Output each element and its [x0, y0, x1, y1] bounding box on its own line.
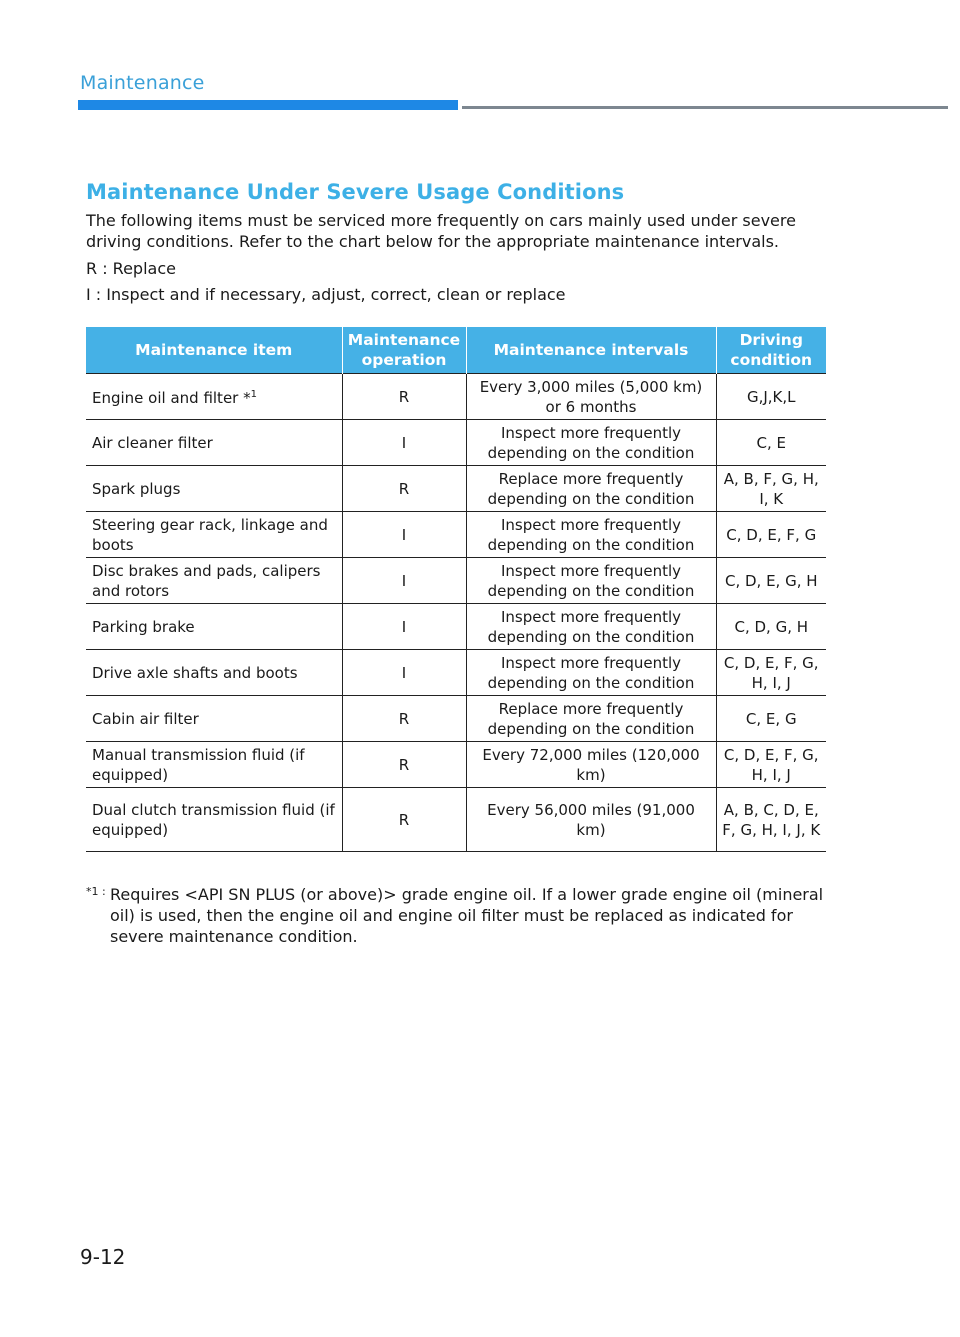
cell-operation: R	[342, 696, 466, 742]
cell-condition: C, D, E, G, H	[716, 558, 826, 604]
table-row	[86, 466, 826, 512]
cell-item: Spark plugs	[86, 466, 342, 512]
cell-condition: A, B, C, D, E, F, G, H, I, J, K	[716, 788, 826, 852]
table-row	[86, 420, 826, 466]
cell-interval: Every 72,000 miles (120,000 km)	[466, 742, 716, 788]
cell-interval: Every 3,000 miles (5,000 km) or 6 months	[466, 374, 716, 420]
header-maintenance-intervals: Maintenance intervals	[466, 327, 716, 374]
cell-interval: Inspect more frequently depending on the condition	[466, 650, 716, 696]
cell-operation: I	[342, 420, 466, 466]
cell-condition: A, B, F, G, H, I, K	[716, 466, 826, 512]
table-header-row	[86, 327, 826, 374]
header-maintenance-operation: Maintenance operation	[342, 327, 466, 374]
footnote-text: Requires <API SN PLUS (or above)> grade engine oil. If a lower grade engine oil (mineral oil) is used, then the engine oil and engine oil filter must be replaced as indicated for severe maintenance condition.	[110, 885, 824, 946]
cell-interval: Replace more frequently depending on the condition	[466, 466, 716, 512]
page-number: 9-12	[80, 1245, 126, 1269]
cell-operation: R	[342, 788, 466, 852]
cell-condition: C, D, E, F, G, H, I, J	[716, 742, 826, 788]
footnote	[86, 884, 826, 947]
header-driving-condition: Driving condition	[716, 327, 826, 374]
cell-interval: Inspect more frequently depending on the condition	[466, 512, 716, 558]
cell-condition: C, D, G, H	[716, 604, 826, 650]
cell-item-text: Engine oil and filter *	[92, 389, 251, 407]
cell-item: Air cleaner filter	[86, 420, 342, 466]
cell-condition: G,J,K,L	[716, 374, 826, 420]
cell-condition: C, E	[716, 420, 826, 466]
intro-paragraph: The following items must be serviced more frequently on cars mainly used under severe driving conditions. Refer to the chart below for the appropriate maintenance intervals.	[86, 211, 796, 251]
maintenance-table	[86, 327, 826, 852]
cell-condition: C, E, G	[716, 696, 826, 742]
severe-usage-section	[86, 180, 826, 947]
legend-inspect: I : Inspect and if necessary, adjust, correct, clean or replace	[86, 285, 566, 304]
cell-item: Cabin air filter	[86, 696, 342, 742]
cell-operation: I	[342, 650, 466, 696]
cell-condition: C, D, E, F, G, H, I, J	[716, 650, 826, 696]
footnote-mark: *1 :	[86, 885, 106, 898]
section-title: Maintenance Under Severe Usage Conditions	[86, 180, 625, 204]
cell-item: Steering gear rack, linkage and boots	[86, 512, 342, 558]
table-row	[86, 696, 826, 742]
table-row	[86, 650, 826, 696]
cell-operation: R	[342, 742, 466, 788]
cell-operation: R	[342, 374, 466, 420]
cell-item	[86, 374, 342, 420]
page-header-title: Maintenance	[80, 72, 205, 94]
cell-interval: Every 56,000 miles (91,000 km)	[466, 788, 716, 852]
table-row	[86, 512, 826, 558]
cell-interval: Inspect more frequently depending on the condition	[466, 420, 716, 466]
header-bar-rule	[462, 106, 948, 109]
table-row	[86, 788, 826, 852]
cell-item: Dual clutch transmission fluid (if equipped)	[86, 788, 342, 852]
cell-interval: Inspect more frequently depending on the condition	[466, 558, 716, 604]
cell-operation: I	[342, 604, 466, 650]
cell-item: Drive axle shafts and boots	[86, 650, 342, 696]
cell-item: Disc brakes and pads, calipers and rotors	[86, 558, 342, 604]
header-maintenance-item: Maintenance item	[86, 327, 342, 374]
cell-item: Manual transmission fluid (if equipped)	[86, 742, 342, 788]
cell-operation: I	[342, 558, 466, 604]
footnote-ref: 1	[250, 389, 257, 400]
cell-interval: Inspect more frequently depending on the condition	[466, 604, 716, 650]
cell-operation: R	[342, 466, 466, 512]
table-row	[86, 374, 826, 420]
table-row	[86, 558, 826, 604]
cell-item: Parking brake	[86, 604, 342, 650]
table-row	[86, 604, 826, 650]
cell-interval: Replace more frequently depending on the condition	[466, 696, 716, 742]
cell-condition: C, D, E, F, G	[716, 512, 826, 558]
table-row	[86, 742, 826, 788]
cell-operation: I	[342, 512, 466, 558]
legend-replace: R : Replace	[86, 259, 176, 278]
header-bar-accent	[78, 100, 458, 110]
